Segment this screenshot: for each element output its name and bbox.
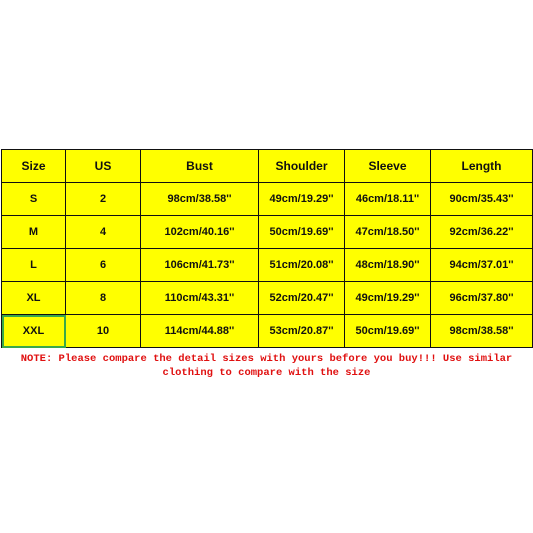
cell-shoulder: 49cm/19.29'' xyxy=(259,183,345,216)
header-size: Size xyxy=(2,150,66,183)
cell-length: 90cm/35.43'' xyxy=(431,183,533,216)
cell-length: 98cm/38.58'' xyxy=(431,315,533,348)
table-header-row xyxy=(2,150,533,183)
cell-sleeve: 48cm/18.90'' xyxy=(345,249,431,282)
cell-shoulder: 52cm/20.47'' xyxy=(259,282,345,315)
cell-size: M xyxy=(2,216,66,249)
header-shoulder: Shoulder xyxy=(259,150,345,183)
cell-sleeve: 46cm/18.11'' xyxy=(345,183,431,216)
cell-bust: 98cm/38.58'' xyxy=(141,183,259,216)
table-row xyxy=(2,216,533,249)
header-length: Length xyxy=(431,150,533,183)
cell-us: 6 xyxy=(66,249,141,282)
note-line-2: clothing to compare with the size xyxy=(162,367,371,379)
cell-length: 94cm/37.01'' xyxy=(431,249,533,282)
cell-shoulder: 50cm/19.69'' xyxy=(259,216,345,249)
cell-bust: 102cm/40.16'' xyxy=(141,216,259,249)
cell-shoulder: 53cm/20.87'' xyxy=(259,315,345,348)
note-line-1: NOTE: Please compare the detail sizes with yours before you buy!!! Use similar xyxy=(20,353,513,365)
cell-bust: 106cm/41.73'' xyxy=(141,249,259,282)
cell-size-selected[interactable]: XXL xyxy=(2,315,66,348)
size-chart-table xyxy=(1,149,533,348)
cell-size: L xyxy=(2,249,66,282)
cell-sleeve: 47cm/18.50'' xyxy=(345,216,431,249)
cell-us: 10 xyxy=(66,315,141,348)
cell-length: 96cm/37.80'' xyxy=(431,282,533,315)
cell-size: S xyxy=(2,183,66,216)
cell-us: 8 xyxy=(66,282,141,315)
cell-bust: 110cm/43.31'' xyxy=(141,282,259,315)
cell-us: 4 xyxy=(66,216,141,249)
cell-sleeve: 50cm/19.69'' xyxy=(345,315,431,348)
cell-shoulder: 51cm/20.08'' xyxy=(259,249,345,282)
cell-bust: 114cm/44.88'' xyxy=(141,315,259,348)
table-row xyxy=(2,183,533,216)
cell-us: 2 xyxy=(66,183,141,216)
cell-length: 92cm/36.22'' xyxy=(431,216,533,249)
table-row xyxy=(2,282,533,315)
cell-size: XL xyxy=(2,282,66,315)
cell-sleeve: 49cm/19.29'' xyxy=(345,282,431,315)
size-note xyxy=(0,352,533,380)
table-row xyxy=(2,315,533,348)
header-us: US xyxy=(66,150,141,183)
header-bust: Bust xyxy=(141,150,259,183)
header-sleeve: Sleeve xyxy=(345,150,431,183)
table-row xyxy=(2,249,533,282)
